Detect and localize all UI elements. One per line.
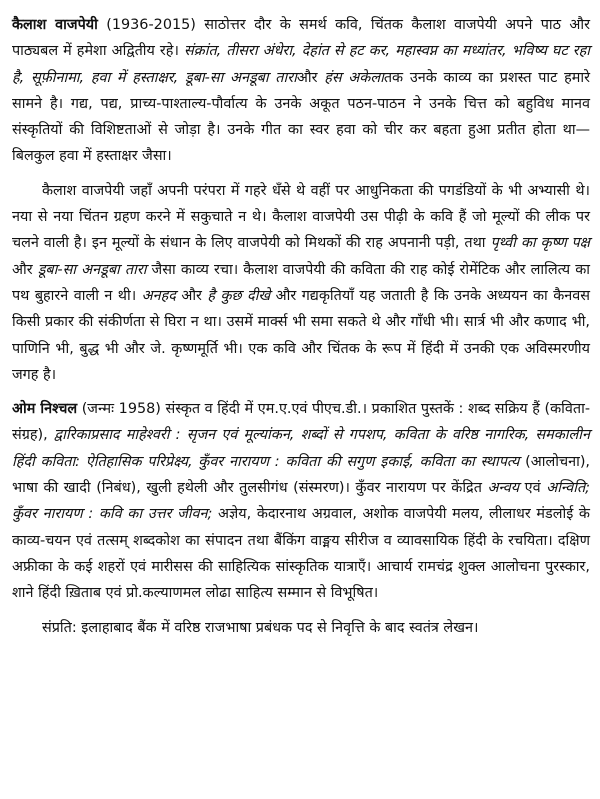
book-titles: संक्रांत, तीसरा अंधेरा, देहांत से हट कर, महास्वप्न का मध्यांतर, भविष्य घट रहा है, सूफ़ीनामा, हवा में हस्ताक्षर, डूबा-सा अनडूबा तारा [12,43,590,86]
book-title: अन्वय [487,480,520,497]
document-page [12,12,590,641]
book-titles: अन्विति; कुँवर नारायण : कवि का उत्तर जीवन; [12,480,591,523]
bio-text: अज्ञेय, केदारनाथ अग्रवाल, अशोक वाजपेयी मलय, लीलाधर मंडलोई के काव्य-चयन एवं तत्सम् शब्दकोश का संपादन तथा बैंकिंग वाङ्मय सीरीज व व्यावसायिक हिंदी के रचयिता। दक्षिण अफ्रीका के कई शहरों एवं मारीसस की साहित्यिक सांस्कृतिक यात्राएँ। आचार्य रामचंद्र शुक्ल आलोचना पुरस्कार, शाने हिंदी ख़िताब एवं प्रो.कल्याणमल लोढा साहित्य सम्मान से विभूषित। [12,506,590,602]
kailash-vajpeyi-bio-paragraph [12,12,590,170]
bio-text: और [296,69,325,86]
book-title: है कुछ दीखे [207,287,271,304]
bio-text: (जन्मः 1958) संस्कृत व हिंदी में एम.ए.एवं पीएच.डी.। प्रकाशित पुस्तकें : शब्द सक्रिय हैं (कविता-संग्रह), [12,401,591,444]
bio-text: जैसा काव्य रचा। कैलाश वाजपेयी की कविता की राह कोई रोमेंटिक और लालित्य का पथ बुहारने वाली न थी। [12,261,590,304]
bio-text: और [12,261,38,278]
bio-text: कैलाश वाजपेयी जहाँ अपनी परंपरा में गहरे धँसे थे वहीं पर आधुनिकता की पगडंडियों के भी अभ्यासी थे। नया से नया चिंतन ग्रहण करने में सकुचाते न थे। कैलाश वाजपेयी उस पीढ़ी के कवि हैं जो मूल्यों की लीक पर चलने वाली है। इन मूल्यों के संधान के लिए वाजपेयी को मिथकों की राह अपनानी पड़ी, तथा [12,182,590,252]
bio-text: एवं [519,480,547,497]
book-title: पृथ्वी का कृष्ण पक्ष [490,235,590,252]
book-title: हंस अकेला [324,69,384,86]
bio-text: (1936-2015) साठोत्तर दौर के समर्थ कवि, चिंतक कैलाश वाजपेयी अपने पाठ और पाठ्यबल में हमेशा अद्वितीय रहे। [12,17,590,60]
book-title: अनहद [141,287,176,304]
bio-text: संप्रति: इलाहाबाद बैंक में वरिष्ठ राजभाषा प्रबंधक पद से निवृत्ति के बाद स्वतंत्र लेखन। [42,619,479,636]
om-nishchal-current-status [12,615,590,641]
bio-text: तक उनके काव्य का प्रशस्त पाट हमारे सामने है। गद्य, पद्य, प्राच्य-पाश्ताल्य-पौर्वात्य के उनके अकूत पठन-पाठन ने उनके चित्त को बहुविध मानव संस्कृतियों की विशिष्टताओं से जोड़ा है। उनके गीत का स्वर हवा को चीर कर बहता हुआ प्रतीत होता था—बिलकुल हवा में हस्ताक्षर जैसा। [12,69,590,165]
author-name-om-nishchal: ओम निश्चल [12,401,78,418]
om-nishchal-bio-paragraph [12,396,590,606]
bio-text: और [175,287,208,304]
bio-text: और गद्यकृतियाँ यह जताती है कि उनके अध्ययन का कैनवस किसी प्रकार की संकीर्णता से घिरा न था। उसमें मार्क्स भी समा सकते थे और गाँधी भी। सार्त्र भी और कणाद भी, पाणिनि भी, बुद्ध भी और जे. कृष्णमूर्ति भी। एक कवि और चिंतक के रूप में हिंदी में उनकी एक अविस्मरणीय जगह है। [12,287,590,383]
author-name-kailash-vajpeyi: कैलाश वाजपेयी [12,17,98,33]
kailash-vajpeyi-second-paragraph [12,178,590,388]
book-title: डूबा-सा अनडूबा तारा [37,261,147,278]
bio-text: (आलोचना), भाषा की खादी (निबंध), खुली हथेली और तुलसीगंध (संस्मरण)। कुँवर नारायण पर केंद्रित [12,453,591,497]
book-titles: द्वारिकाप्रसाद माहेश्वरी : सृजन एवं मूल्यांकन, शब्दों से गपशप, कविता के वरिष्ठ नागरिक, समकालीन हिंदी कविता: ऐतिहासिक परिप्रेक्ष्य, कुँवर नारायण : कविता की सगुण इकाई, कविता का स्थापत्य [12,427,590,470]
